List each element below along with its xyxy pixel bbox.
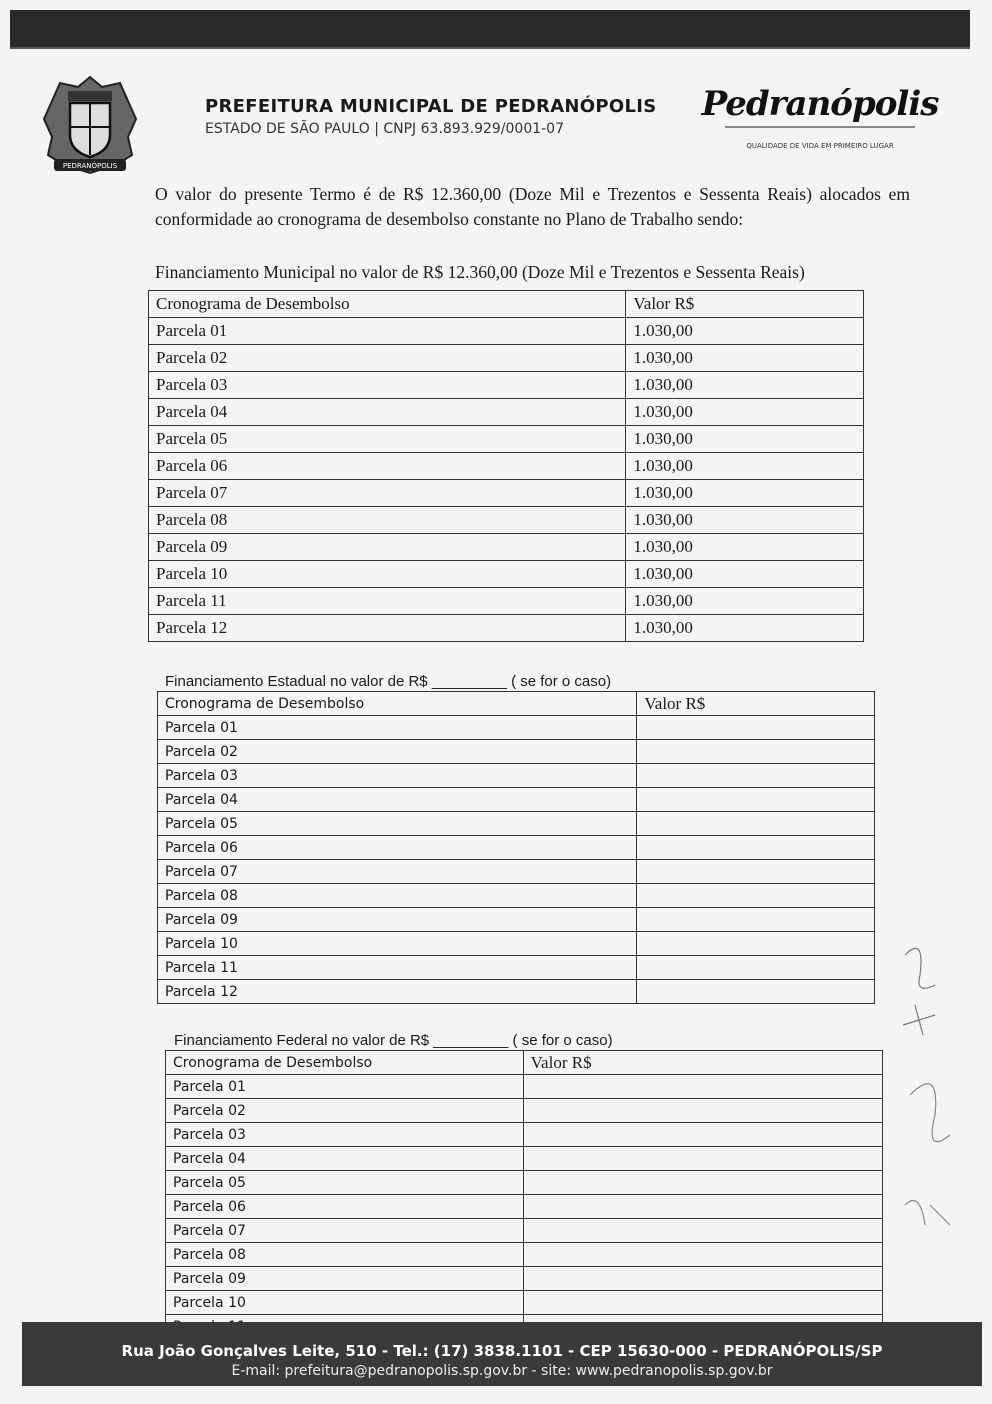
table-header-row	[158, 692, 875, 716]
installment-value: 1.030,00	[626, 426, 864, 453]
installment-label: Parcela 06	[166, 1195, 524, 1219]
column-header: Valor R$	[523, 1051, 882, 1075]
table-row	[166, 1099, 883, 1123]
installment-label: Parcela 08	[158, 884, 637, 908]
installment-value	[523, 1147, 882, 1171]
installment-value	[523, 1195, 882, 1219]
organization-heading	[205, 96, 657, 137]
table-row	[158, 932, 875, 956]
brand-underline	[725, 126, 915, 128]
header-bar	[10, 10, 970, 49]
column-header: Valor R$	[637, 692, 875, 716]
table-row	[158, 908, 875, 932]
installment-label: Parcela 07	[158, 860, 637, 884]
installment-label: Parcela 06	[158, 836, 637, 860]
table-row	[158, 764, 875, 788]
table-row	[166, 1195, 883, 1219]
installment-label: Parcela 10	[166, 1291, 524, 1315]
table-row	[158, 860, 875, 884]
svg-text:PEDRANÓPOLIS: PEDRANÓPOLIS	[62, 162, 118, 170]
installment-label: Parcela 07	[149, 480, 626, 507]
installment-label: Parcela 02	[149, 345, 626, 372]
installment-value: 1.030,00	[626, 615, 864, 642]
installment-label: Parcela 06	[149, 453, 626, 480]
installment-label: Parcela 01	[158, 716, 637, 740]
installment-value	[523, 1099, 882, 1123]
installment-label: Parcela 01	[149, 318, 626, 345]
installment-value	[523, 1123, 882, 1147]
handwritten-initials-icon	[895, 935, 965, 1235]
installment-label: Parcela 05	[158, 812, 637, 836]
installment-label: Parcela 02	[158, 740, 637, 764]
municipal-disbursement-table	[148, 290, 864, 642]
installment-label: Parcela 11	[158, 956, 637, 980]
column-header: Cronograma de Desembolso	[166, 1051, 524, 1075]
table-row	[158, 716, 875, 740]
table-row	[166, 1219, 883, 1243]
installment-value: 1.030,00	[626, 318, 864, 345]
organization-subtitle: ESTADO DE SÃO PAULO | CNPJ 63.893.929/0001-07	[205, 121, 564, 137]
installment-value	[523, 1219, 882, 1243]
federal-funding-title: Financiamento Federal no valor de R$ _________ ( se for o caso)	[174, 1032, 613, 1049]
brand-logo	[700, 70, 940, 165]
installment-value: 1.030,00	[626, 372, 864, 399]
table-row	[166, 1267, 883, 1291]
installment-label: Parcela 03	[149, 372, 626, 399]
column-header: Cronograma de Desembolso	[149, 291, 626, 318]
installment-value: 1.030,00	[626, 588, 864, 615]
table-row	[166, 1243, 883, 1267]
installment-value: 1.030,00	[626, 453, 864, 480]
installment-label: Parcela 04	[166, 1147, 524, 1171]
installment-value: 1.030,00	[626, 480, 864, 507]
installment-value: 1.030,00	[626, 399, 864, 426]
table-header-row	[149, 291, 864, 318]
installment-value	[637, 908, 875, 932]
installment-value	[637, 740, 875, 764]
installment-value	[637, 980, 875, 1004]
installment-label: Parcela 10	[158, 932, 637, 956]
column-header: Valor R$	[626, 291, 864, 318]
table-row	[166, 1171, 883, 1195]
table-row	[166, 1291, 883, 1315]
table-row	[149, 372, 864, 399]
installment-value: 1.030,00	[626, 345, 864, 372]
table-row	[149, 507, 864, 534]
installment-label: Parcela 09	[166, 1267, 524, 1291]
installment-value	[637, 956, 875, 980]
page-footer	[22, 1322, 982, 1386]
installment-label: Parcela 05	[149, 426, 626, 453]
table-row	[166, 1075, 883, 1099]
brand-logo-text: Pedranópolis	[701, 84, 939, 124]
table-row	[149, 345, 864, 372]
table-row	[149, 534, 864, 561]
installment-label: Parcela 07	[166, 1219, 524, 1243]
installment-value	[637, 716, 875, 740]
installment-value	[523, 1075, 882, 1099]
table-row	[158, 788, 875, 812]
installment-value	[637, 812, 875, 836]
installment-label: Parcela 10	[149, 561, 626, 588]
table-header-row	[166, 1051, 883, 1075]
installment-value	[523, 1291, 882, 1315]
table-row	[149, 561, 864, 588]
table-row	[149, 399, 864, 426]
intro-paragraph: O valor do presente Termo é de R$ 12.360,00 (Doze Mil e Trezentos e Sessenta Reais) alocados em conformidade ao cronograma de desembolso constante no Plano de Trabalho sendo:	[155, 184, 910, 229]
installment-label: Parcela 04	[149, 399, 626, 426]
table-row	[149, 615, 864, 642]
table-row	[158, 812, 875, 836]
state-funding-title: Financiamento Estadual no valor de R$ _________ ( se for o caso)	[165, 673, 612, 690]
table-row	[149, 480, 864, 507]
table-row	[158, 956, 875, 980]
installment-value	[637, 860, 875, 884]
column-header: Cronograma de Desembolso	[158, 692, 637, 716]
installment-label: Parcela 09	[149, 534, 626, 561]
installment-label: Parcela 02	[166, 1099, 524, 1123]
installment-value: 1.030,00	[626, 534, 864, 561]
brand-tagline: QUALIDADE DE VIDA EM PRIMEIRO LUGAR	[746, 142, 894, 150]
table-row	[149, 453, 864, 480]
installment-label: Parcela 11	[149, 588, 626, 615]
table-row	[158, 836, 875, 860]
municipal-funding-title: Financiamento Municipal no valor de R$ 12.360,00 (Doze Mil e Trezentos e Sessenta Reais)	[155, 262, 805, 282]
installment-value	[637, 836, 875, 860]
footer-address: Rua João Gonçalves Leite, 510 - Tel.: (17) 3838.1101 - CEP 15630-000 - PEDRANÓPOLIS/SP	[121, 1342, 883, 1360]
installment-label: Parcela 08	[149, 507, 626, 534]
installment-value: 1.030,00	[626, 507, 864, 534]
installment-value	[523, 1243, 882, 1267]
installment-label: Parcela 12	[158, 980, 637, 1004]
table-row	[158, 980, 875, 1004]
municipal-crest-icon	[40, 73, 140, 181]
installment-label: Parcela 01	[166, 1075, 524, 1099]
installment-value	[637, 932, 875, 956]
table-row	[158, 884, 875, 908]
installment-label: Parcela 05	[166, 1171, 524, 1195]
installment-label: Parcela 03	[166, 1123, 524, 1147]
state-disbursement-table	[157, 691, 875, 1004]
installment-value	[523, 1267, 882, 1291]
installment-label: Parcela 04	[158, 788, 637, 812]
installment-value: 1.030,00	[626, 561, 864, 588]
installment-value	[637, 788, 875, 812]
table-row	[149, 426, 864, 453]
installment-label: Parcela 03	[158, 764, 637, 788]
table-row	[158, 740, 875, 764]
federal-disbursement-table	[165, 1050, 883, 1339]
table-row	[166, 1147, 883, 1171]
installment-value	[523, 1171, 882, 1195]
installment-label: Parcela 12	[149, 615, 626, 642]
installment-label: Parcela 09	[158, 908, 637, 932]
table-row	[149, 318, 864, 345]
installment-label: Parcela 08	[166, 1243, 524, 1267]
organization-name: PREFEITURA MUNICIPAL DE PEDRANÓPOLIS	[205, 96, 657, 117]
installment-value	[637, 764, 875, 788]
table-row	[166, 1123, 883, 1147]
table-row	[149, 588, 864, 615]
footer-contact: E-mail: prefeitura@pedranopolis.sp.gov.br - site: www.pedranopolis.sp.gov.br	[231, 1363, 773, 1379]
installment-value	[637, 884, 875, 908]
